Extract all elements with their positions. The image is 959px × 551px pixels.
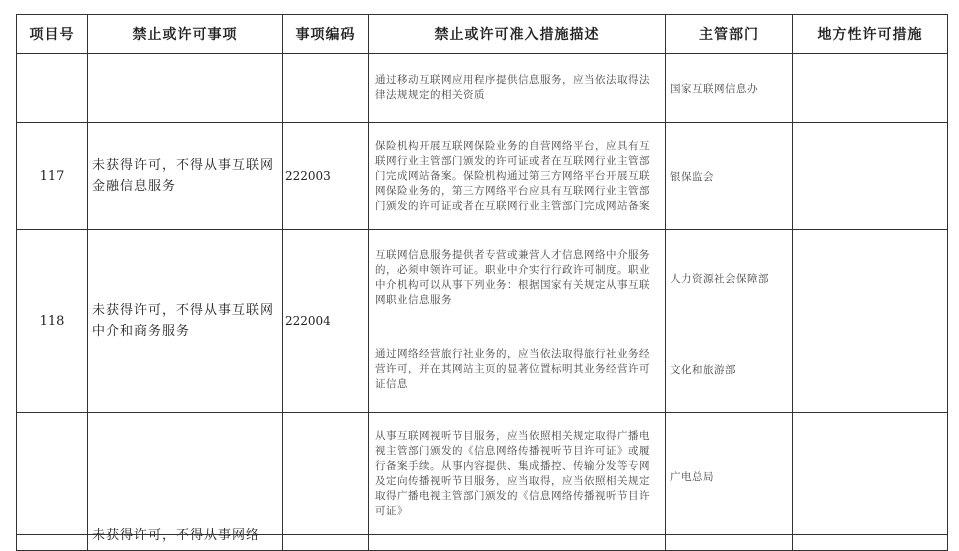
cell-description: 从事互联网视听节目服务，应当依照相关规定取得广播电视主管部门颁发的《信息网络传播视听节目许可证》或履行备案手续。从事内容提供、集成播控、传输分发等专网及定向传播视听节目服务，应当取得，应当依照相关规定取得广播电视主管部门颁发的《信息网络传播视听节目许可证》	[369, 413, 666, 551]
cell-local-measures	[793, 413, 948, 551]
cell-code	[283, 413, 369, 551]
cell-item-no	[17, 413, 88, 551]
header-local-measures: 地方性许可措施	[793, 15, 948, 54]
header-item-no: 项目号	[17, 15, 88, 54]
cell-department: 人力资源社会保障部	[666, 230, 793, 327]
cell-matter: 未获得许可，不得从事互联网中介和商务服务	[88, 230, 283, 413]
header-description: 禁止或许可准入措施描述	[369, 15, 666, 54]
cell-department: 文化和旅游部	[666, 327, 793, 413]
table-row	[17, 123, 948, 230]
cell-code: 222004	[283, 230, 369, 413]
cell-department: 广电总局	[666, 413, 793, 551]
cell-code	[283, 54, 369, 123]
cell-local-measures	[793, 230, 948, 413]
cell-local-measures	[793, 123, 948, 230]
table-row	[17, 230, 948, 327]
cell-item-no	[17, 54, 88, 123]
cell-department: 银保监会	[666, 123, 793, 230]
header-code: 事项编码	[283, 15, 369, 54]
cell-item-no: 117	[17, 123, 88, 230]
header-department: 主管部门	[666, 15, 793, 54]
cell-local-measures	[793, 54, 948, 123]
table-row	[17, 54, 948, 123]
cell-matter: 未获得许可，不得从事网络	[88, 413, 283, 551]
page-bottom-rule	[16, 534, 947, 535]
cell-description: 互联网信息服务提供者专营或兼营人才信息网络中介服务的，必须申领许可证。职业中介实行行政许可制度。职业中介机构可以从事下列业务：根据国家有关规定从事互联网职业信息服务	[369, 230, 666, 327]
header-matter: 禁止或许可事项	[88, 15, 283, 54]
header-row	[17, 15, 948, 54]
cell-matter: 未获得许可，不得从事互联网金融信息服务	[88, 123, 283, 230]
cell-item-no: 118	[17, 230, 88, 413]
table-row	[17, 413, 948, 551]
cell-department: 国家互联网信息办	[666, 54, 793, 123]
cell-matter	[88, 54, 283, 123]
cell-description: 保险机构开展互联网保险业务的自营网络平台，应具有互联网行业主管部门颁发的许可证或者在互联网行业主管部门完成网站备案。保险机构通过第三方网络平台开展互联网保险业务的，第三方网络平台应具有互联网行业主管部门颁发的许可证或者在互联网行业主管部门完成网站备案	[369, 123, 666, 230]
cell-code: 222003	[283, 123, 369, 230]
cell-description: 通过移动互联网应用程序提供信息服务，应当依法取得法律法规规定的相关资质	[369, 54, 666, 123]
regulation-table	[16, 14, 948, 551]
cell-description: 通过网络经营旅行社业务的，应当依法取得旅行社业务经营许可，并在其网站主页的显著位置标明其业务经营许可证信息	[369, 327, 666, 413]
